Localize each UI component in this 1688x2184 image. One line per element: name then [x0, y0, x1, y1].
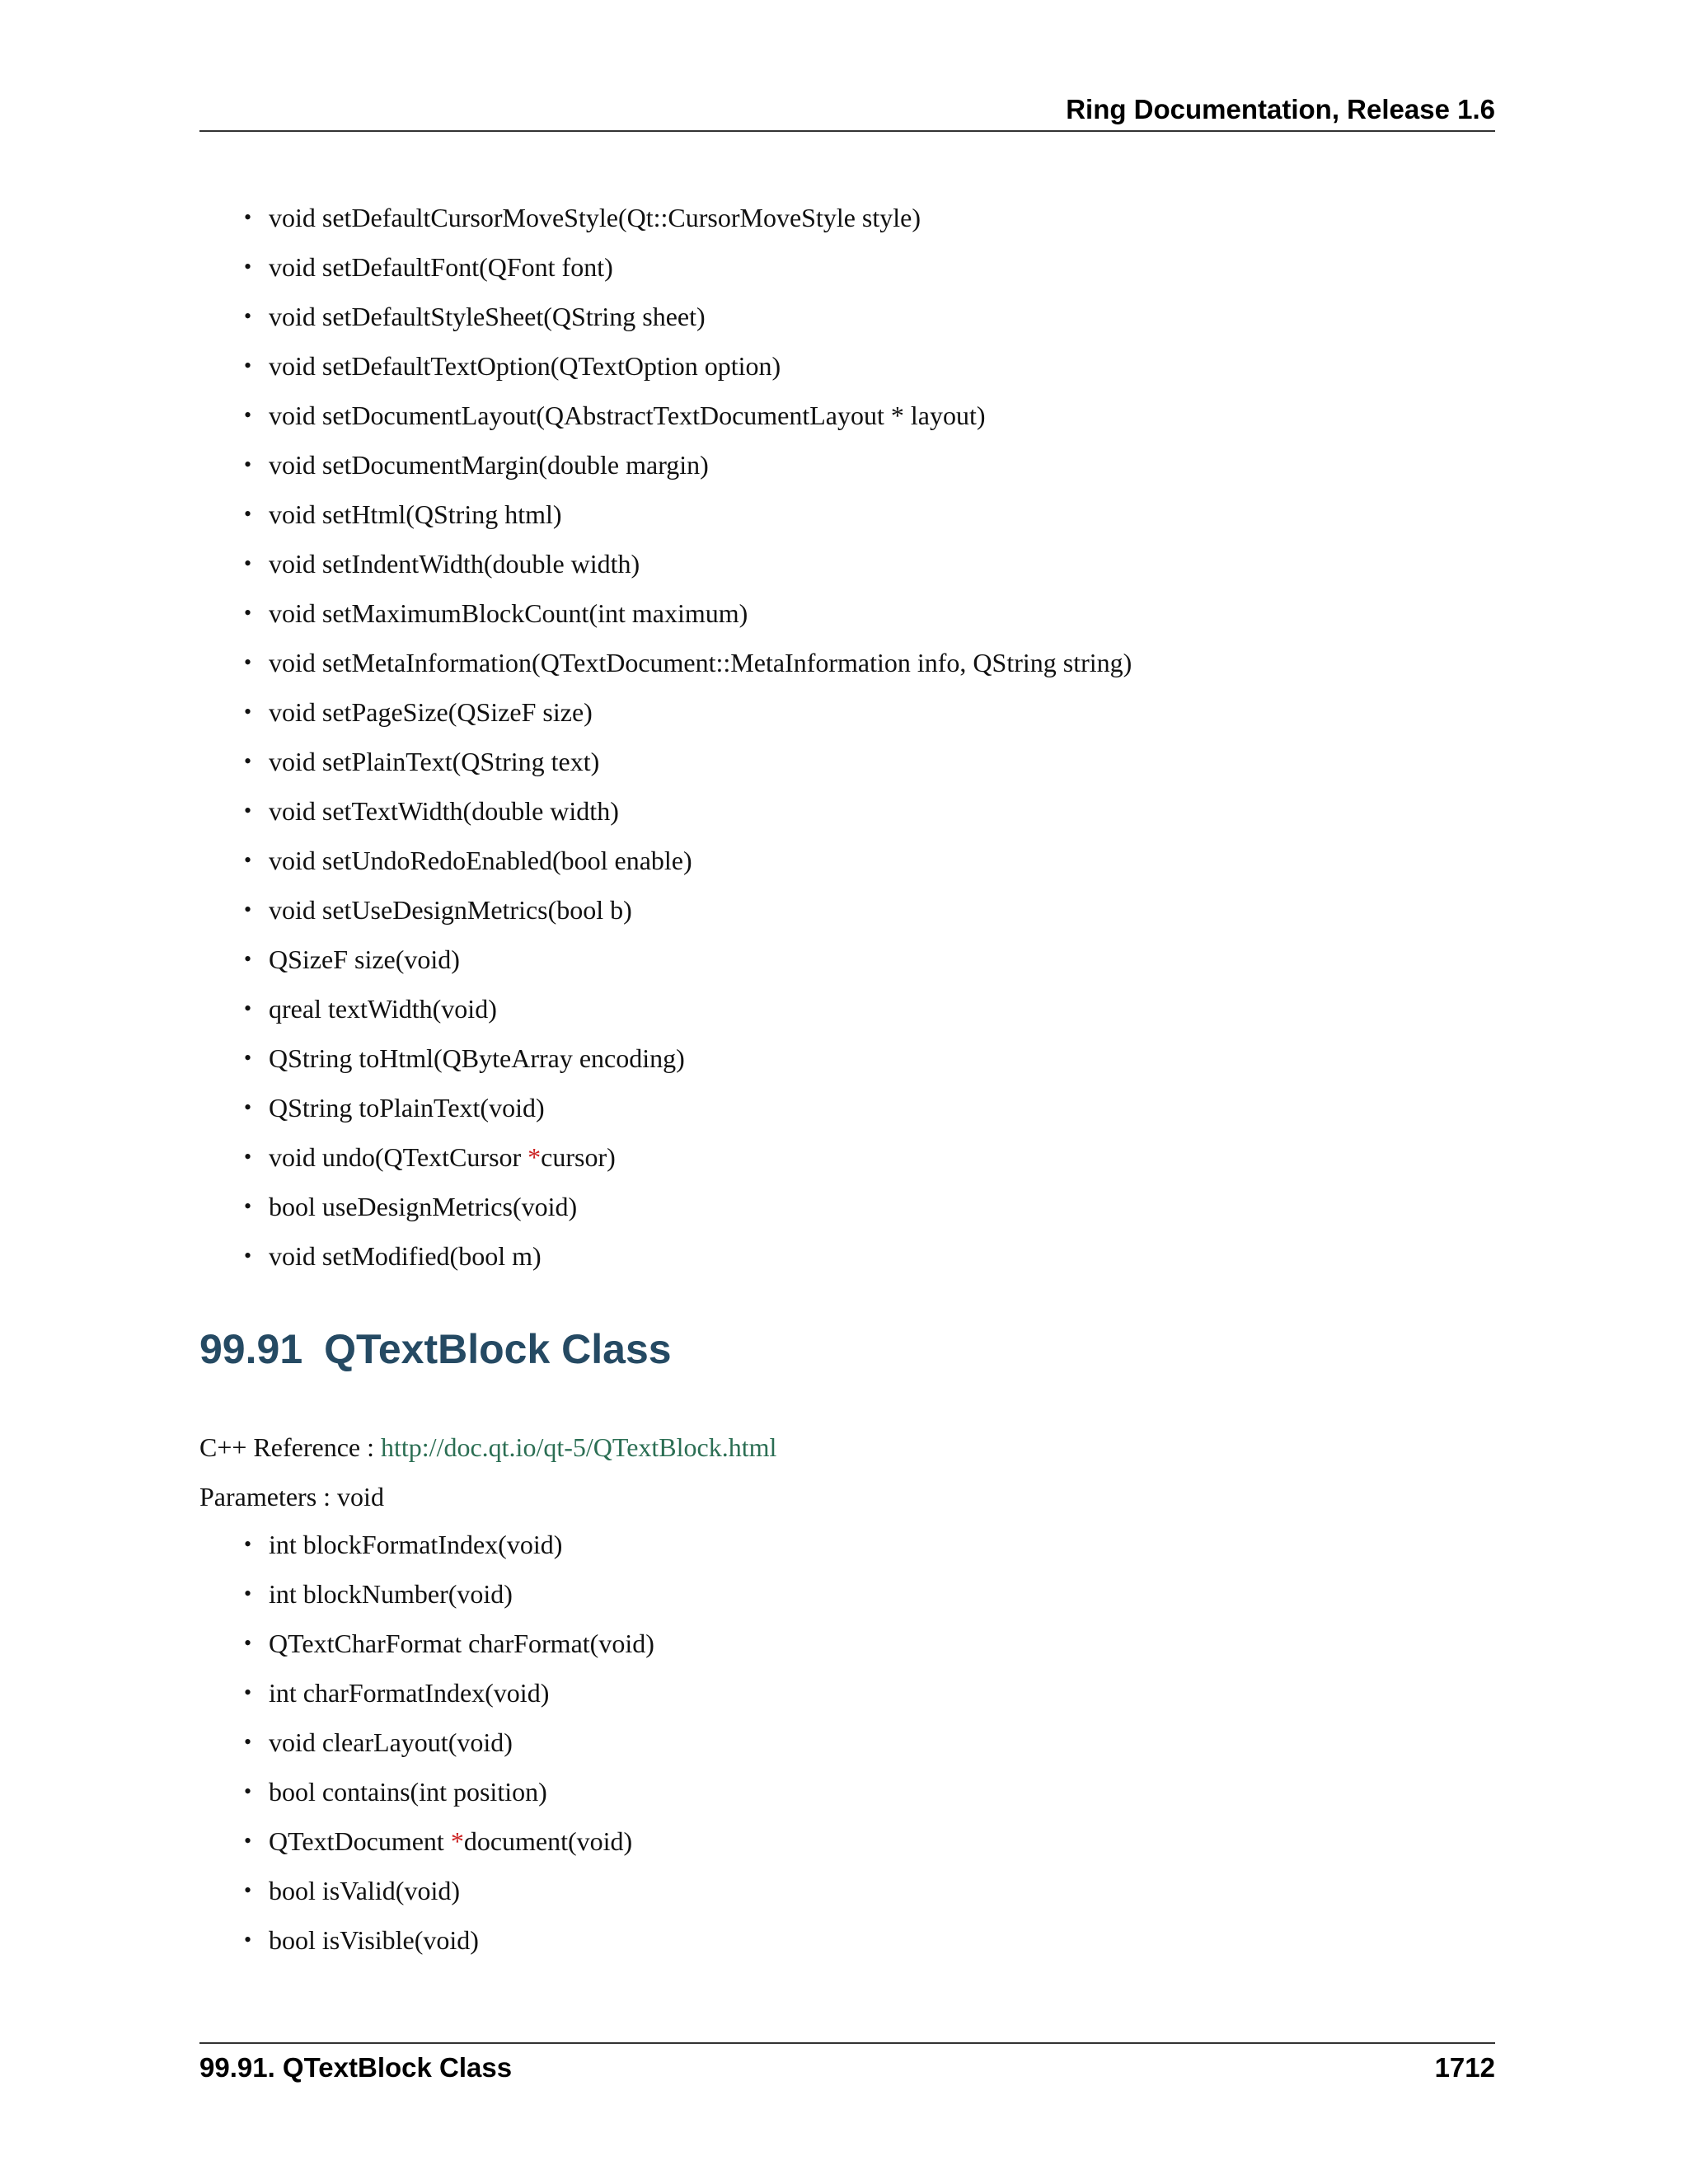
bullet-icon: • [244, 1046, 252, 1070]
bullet-icon: • [244, 255, 252, 279]
parameters-line: Parameters : void [199, 1482, 384, 1511]
bullet-icon: • [244, 996, 252, 1020]
bullet-icon: • [244, 898, 252, 921]
list-item: • void setDefaultStyleSheet(QString sheet) [244, 292, 1132, 341]
bullet-icon: • [244, 551, 252, 575]
list-item: • void setHtml(QString html) [244, 490, 1132, 539]
list-item: • void clearLayout(void) [244, 1718, 654, 1767]
list-item: • int blockFormatIndex(void) [244, 1520, 654, 1569]
bullet-icon: • [244, 1680, 252, 1704]
bullet-icon: • [244, 799, 252, 823]
list-item: • void setUndoRedoEnabled(bool enable) [244, 836, 1132, 885]
pointer-star: * [450, 1826, 464, 1856]
bullet-icon: • [244, 1582, 252, 1605]
reference-label: C++ Reference : [199, 1432, 381, 1462]
bullet-icon: • [244, 700, 252, 724]
method-list-qtextblock [244, 1520, 654, 1965]
list-item: • void setUseDesignMetrics(bool b) [244, 885, 1132, 935]
page-footer [199, 2042, 1495, 2093]
bullet-icon: • [244, 1878, 252, 1902]
list-item: • void setDocumentLayout(QAbstractTextDocumentLayout * layout) [244, 391, 1132, 440]
list-item: • bool contains(int position) [244, 1767, 654, 1816]
list-item: • void setTextWidth(double width) [244, 786, 1132, 836]
bullet-icon: • [244, 205, 252, 229]
bullet-icon: • [244, 452, 252, 476]
section-title: QTextBlock Class [324, 1326, 672, 1372]
bullet-icon: • [244, 502, 252, 526]
bullet-icon: • [244, 1928, 252, 1952]
bullet-icon: • [244, 304, 252, 328]
page-number: 1712 [1434, 2052, 1495, 2083]
list-item: • void setDefaultCursorMoveStyle(Qt::CursorMoveStyle style) [244, 193, 1132, 242]
bullet-icon: • [244, 1194, 252, 1218]
list-item: • void setDefaultTextOption(QTextOption option) [244, 341, 1132, 391]
list-item: • void setMaximumBlockCount(int maximum) [244, 588, 1132, 638]
bullet-icon: • [244, 1145, 252, 1169]
footer-section-title: 99.91. QTextBlock Class [199, 2052, 513, 2083]
section-heading [199, 1325, 672, 1373]
page-header [199, 89, 1495, 132]
bullet-icon: • [244, 1532, 252, 1556]
bullet-icon: • [244, 947, 252, 971]
section-number: 99.91 [199, 1326, 303, 1372]
cpp-reference [199, 1431, 776, 1464]
bullet-icon: • [244, 1244, 252, 1268]
bullet-icon: • [244, 601, 252, 625]
list-item: • void undo(QTextCursor *cursor) [244, 1132, 1132, 1182]
list-item: • QSizeF size(void) [244, 935, 1132, 984]
list-item: • bool isValid(void) [244, 1866, 654, 1915]
list-item: • void setDefaultFont(QFont font) [244, 242, 1132, 292]
bullet-icon: • [244, 1631, 252, 1655]
list-item: • void setPageSize(QSizeF size) [244, 687, 1132, 737]
bullet-icon: • [244, 1829, 252, 1853]
bullet-icon: • [244, 354, 252, 377]
list-item: • bool isVisible(void) [244, 1915, 654, 1965]
list-item: • QTextDocument *document(void) [244, 1816, 654, 1866]
header-title: Ring Documentation, Release 1.6 [1066, 94, 1495, 124]
list-item: • QString toHtml(QByteArray encoding) [244, 1033, 1132, 1083]
bullet-icon: • [244, 1779, 252, 1803]
reference-link[interactable]: http://doc.qt.io/qt-5/QTextBlock.html [381, 1432, 777, 1462]
bullet-icon: • [244, 650, 252, 674]
list-item: • void setPlainText(QString text) [244, 737, 1132, 786]
list-item: • void setMetaInformation(QTextDocument::MetaInformation info, QString string) [244, 638, 1132, 687]
bullet-icon: • [244, 749, 252, 773]
list-item: • bool useDesignMetrics(void) [244, 1182, 1132, 1231]
bullet-icon: • [244, 1095, 252, 1119]
list-item: • QString toPlainText(void) [244, 1083, 1132, 1132]
list-item: • int blockNumber(void) [244, 1569, 654, 1619]
list-item: • int charFormatIndex(void) [244, 1668, 654, 1718]
bullet-icon: • [244, 403, 252, 427]
bullet-icon: • [244, 1730, 252, 1754]
list-item: • qreal textWidth(void) [244, 984, 1132, 1033]
list-item: • QTextCharFormat charFormat(void) [244, 1619, 654, 1668]
list-item: • void setDocumentMargin(double margin) [244, 440, 1132, 490]
list-item: • void setIndentWidth(double width) [244, 539, 1132, 588]
list-item: • void setModified(bool m) [244, 1231, 1132, 1281]
pointer-star: * [528, 1142, 542, 1172]
method-list-qtextdocument [244, 193, 1132, 1281]
bullet-icon: • [244, 848, 252, 872]
